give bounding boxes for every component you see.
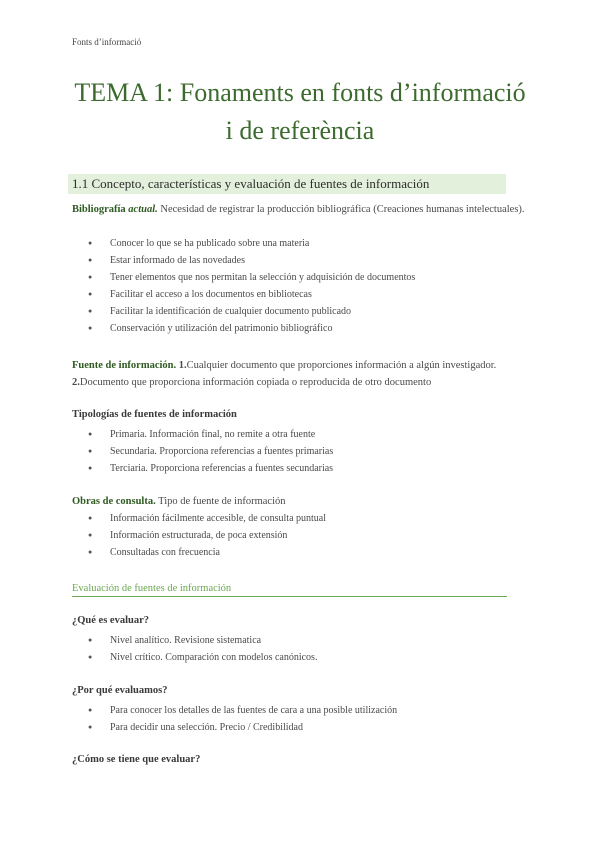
fuente-number-2: 2. [72, 377, 80, 388]
bibliografia-text: Necesidad de registrar la producción bibliográfica (Creaciones humanas intelectuales). [157, 204, 525, 215]
list-item: ● Nivel crítico. Comparación con modelos canónicos. [88, 649, 317, 666]
fuente-number-1: 1. [178, 360, 187, 371]
list-item: ● Información estructurada, de poca extensión [88, 527, 326, 544]
list-item: ● Nivel analítico. Revisione sistematica [88, 632, 317, 649]
list-item: ● Información fácilmente accesible, de consulta puntual [88, 510, 326, 527]
list-item: ● Facilitar el acceso a los documentos en bibliotecas [88, 286, 415, 303]
list-item: ● Para conocer los detalles de las fuentes de cara a una posible utilización [88, 702, 397, 719]
que-es-evaluar-list [88, 632, 317, 666]
obras-text: Tipo de fuente de información [155, 496, 286, 507]
list-item: ● Terciaria. Proporciona referencias a fuentes secundarias [88, 460, 333, 477]
fuente-paragraph [72, 357, 542, 391]
obras-paragraph [72, 493, 532, 510]
por-que-evaluamos-list [88, 702, 397, 736]
list-item: ● Estar informado de las novedades [88, 252, 415, 269]
list-item: ● Facilitar la identificación de cualquier documento publicado [88, 303, 415, 320]
question-por-que-evaluamos: ¿Por qué evaluamos? [72, 685, 168, 696]
obras-list [88, 510, 326, 561]
bibliografia-term: Bibliografía [72, 204, 129, 215]
fuente-definition-1: Cualquier documento que proporciones información a algún investigador. [186, 360, 497, 371]
fuente-definition-2: Documento que proporciona información copiada o reproducida de otro documento [79, 377, 432, 388]
question-que-es-evaluar: ¿Qué es evaluar? [72, 615, 149, 626]
list-item: ● Conocer lo que se ha publicado sobre una materia [88, 235, 415, 252]
tipologias-list [88, 426, 333, 477]
list-item: ● Conservación y utilización del patrimonio bibliográfico [88, 320, 415, 337]
list-item: ● Primaria. Información final, no remite a otra fuente [88, 426, 333, 443]
list-item: ● Consultadas con frecuencia [88, 544, 326, 561]
title-line-2: i de referència [225, 116, 375, 145]
bibliografia-term-italic: actual. [128, 204, 158, 215]
section-heading: 1.1 Concepto, características y evaluación de fuentes de información [72, 176, 430, 191]
running-header: Fonts d’informació [72, 37, 142, 47]
list-item: ● Tener elementos que nos permitan la selección y adquisición de documentos [88, 269, 415, 286]
bibliografia-paragraph [72, 201, 532, 218]
bibliografia-list [88, 235, 415, 337]
question-como-evaluar: ¿Cómo se tiene que evaluar? [72, 754, 201, 765]
list-item: ● Para decidir una selección. Precio / Credibilidad [88, 719, 397, 736]
evaluacion-heading: Evaluación de fuentes de información [72, 583, 507, 597]
obras-term: Obras de consulta. [72, 496, 156, 507]
tipologias-heading: Tipologías de fuentes de información [72, 409, 237, 420]
fuente-term: Fuente de información. [72, 360, 177, 371]
document-title [60, 74, 540, 150]
list-item: ● Secundaria. Proporciona referencias a fuentes primarias [88, 443, 333, 460]
title-line-1: TEMA 1: Fonaments en fonts d’informació [74, 78, 526, 107]
